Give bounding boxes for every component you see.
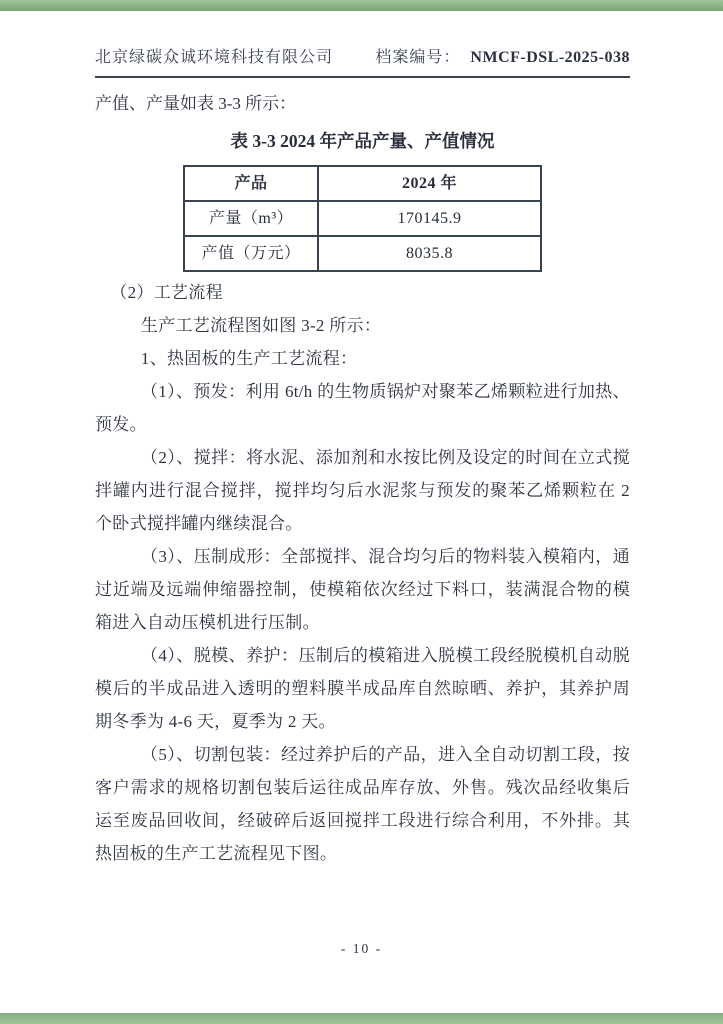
archive-label: 档案编号： xyxy=(375,49,461,66)
top-border-bar xyxy=(0,0,723,11)
company-name: 北京绿碳众诚环境科技有限公司 xyxy=(95,49,334,66)
paragraph-flow-ref: 生产工艺流程图如图 3-2 所示： xyxy=(140,316,382,335)
table-header-row xyxy=(184,166,541,201)
paragraph-block xyxy=(95,276,630,870)
intro-line: 产值、产量如表 3-3 所示： xyxy=(95,94,297,113)
page-number: - 10 - xyxy=(340,941,383,956)
document-header xyxy=(95,44,630,78)
table-header-product: 产品 xyxy=(184,166,318,201)
bottom-border-bar xyxy=(0,1013,723,1024)
table-header-year: 2024 年 xyxy=(318,166,541,201)
archive-block xyxy=(375,44,630,67)
paragraph-section-heading: （2）工艺流程 xyxy=(110,283,223,302)
table-row-output xyxy=(184,201,541,236)
document-body xyxy=(95,87,630,870)
table-cell-output-label: 产量（m³） xyxy=(184,201,318,236)
paragraph-step-3: （3）、压制成形：全部搅拌、混合均匀后的物料装入模箱内，通过近端及远端伸缩器控制，使模箱依次经过下料口，装满混合物的模箱进入自动压模机进行压制。 xyxy=(95,547,630,632)
paragraph-step-4: （4）、脱模、养护：压制后的模箱进入脱模工段经脱模机自动脱模后的半成品进入透明的塑料膜半成品库自然晾晒、养护，其养护周期冬季为 4-6 天，夏季为 2 天。 xyxy=(95,646,630,731)
archive-number: NMCF-DSL-2025-038 xyxy=(470,49,630,66)
table-cell-value-value: 8035.8 xyxy=(318,236,541,271)
production-table xyxy=(183,165,542,272)
table-row-value xyxy=(184,236,541,271)
table-cell-output-value: 170145.9 xyxy=(318,201,541,236)
paragraph-step-2: （2）、搅拌：将水泥、添加剂和水按比例及设定的时间在立式搅拌罐内进行混合搅拌，搅拌均匀后水泥浆与预发的聚苯乙烯颗粒在 2 个卧式搅拌罐内继续混合。 xyxy=(95,448,630,533)
paragraph-step-5: （5）、切割包装：经过养护后的产品，进入全自动切割工段，按客户需求的规格切割包装后运往成品库存放、外售。残次品经收集后运至废品回收间，经破碎后返回搅拌工段进行综合利用，不外排。其热固板的生产工艺流程见下图。 xyxy=(95,745,630,863)
table-title: 表 3-3 2024 年产品产量、产值情况 xyxy=(230,131,495,151)
paragraph-process-heading: 1、热固板的生产工艺流程： xyxy=(140,349,358,368)
table-cell-value-label: 产值（万元） xyxy=(184,236,318,271)
paragraph-step-1: （1）、预发：利用 6t/h 的生物质锅炉对聚苯乙烯颗粒进行加热、预发。 xyxy=(95,382,630,434)
